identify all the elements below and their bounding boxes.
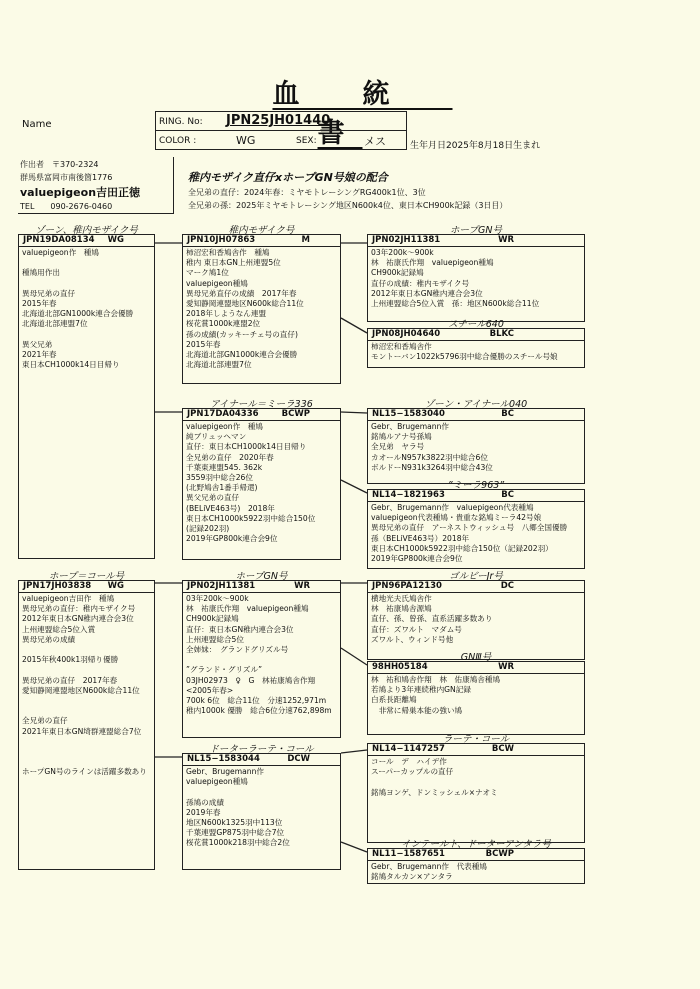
color-code: WR xyxy=(498,662,514,672)
color-code: WR xyxy=(294,581,310,591)
ring-header xyxy=(368,329,584,341)
color-code: DCW xyxy=(287,754,310,764)
pedigree-notes: 林 祐和鳩舎作翔 林 佑康鳩舎種鳩 若鳩より3年連続稚内GN記録 白系長距離鳩 非常に帰巣本能の強い鳩 xyxy=(371,675,501,715)
ring-number: JPN02JH11381 xyxy=(372,235,441,245)
caption-sss: ホープGN号 xyxy=(450,225,502,236)
caption-ssd: スチール640 xyxy=(448,319,504,330)
pedigree-notes: valuepigeon作 種鳩 純ブリュッヘマン 直仔：東日本CH1000k14日目帰り 全兄弟の直仔 2020年春 千葉東連盟545. 362k 3559羽中総合26位 (北野鳩舎1番手帰還) 異父兄弟の直仔 (BELiVE463号) 2018年 東日本CH1000k5922羽中総合150位 (記録202羽) 2019年GP800k連合会9位 xyxy=(186,422,316,544)
pedigree-box-ss xyxy=(182,234,341,384)
pedigree-box-dd xyxy=(182,753,341,870)
ring-header xyxy=(183,409,340,421)
sex-label: SEX: xyxy=(296,136,317,146)
color-code: WR xyxy=(498,235,514,245)
pedigree-notes: 横地光夫氏鳩舎作 林 祐康鳩舎源鳩 直仔、孫、曾孫、直系活躍多数あり 直仔：ズワルト マダム号 ズワルト、ウィンド号他 xyxy=(371,594,493,644)
pedigree-box-ds xyxy=(182,580,341,738)
caption-sd: アイナール＝ミーラ336 xyxy=(210,399,313,410)
ring-number: JPN10JH07863 xyxy=(187,235,256,245)
ring-number: JPN17JH03838 xyxy=(23,581,92,591)
ring-label: RING. No: xyxy=(159,117,203,127)
color-code: BC xyxy=(501,409,514,419)
ring-header xyxy=(368,409,584,421)
pedigree-notes: Gebr、Brugemann作 valuepigeon代表種鳩 valuepigeon代表種鳩・貴重な銘鳩ミーラ42号娘 異母兄弟の直仔 アーネストウィッシュ号 八郷全国優勝 孫（BELiVE463号）2018年 東日本CH1000k5922羽中総合150位（記録202羽） 2019年GP800k連合会9位 xyxy=(371,503,568,564)
ring-header xyxy=(368,662,584,674)
ring-number: NL11−1587651 xyxy=(372,849,445,859)
name-label: Name xyxy=(22,119,52,130)
color-code: BLKC xyxy=(489,329,514,339)
pedigree-notes: 柿沼宏和香鳩舎作 モントーバン1022k5796羽中総合優勝のスチール号娘 xyxy=(371,342,558,362)
ring-number: 98HH05184 xyxy=(372,662,428,672)
caption-dsd: GNⅢ号 xyxy=(460,652,492,663)
color-value: WG xyxy=(236,134,256,147)
color-code: WG xyxy=(107,235,124,245)
ring-header xyxy=(19,235,154,247)
pedigree-notes: valuepigeon吉田作 種鳩 異母兄弟の直仔：稚内モザイク号 2012年東日本GN稚内連合会3位 上州連盟総合5位入賞 異母兄弟の成績 2015年秋400k1羽帰り優勝 異母兄弟の直仔 2017年春 愛知静岡連盟地区N600k総合11位 全兄弟の直仔 2021年東日本GN埼群連盟総合7位 ホープGN号のラインは活躍多数あり xyxy=(22,594,147,777)
ring-number: JPN17DA04336 xyxy=(187,409,259,419)
ring-header xyxy=(368,235,584,247)
pedigree-box-dds xyxy=(367,743,585,843)
caption-ds: ホープGN号 xyxy=(235,571,288,582)
summary-line-2: 全兄弟の孫：2025年ミヤモトレーシング地区N600k4位、東日本CH900k記録（3日目） xyxy=(188,201,508,210)
pedigree-box-ddd xyxy=(367,848,585,884)
pedigree-notes: コール デ ハイデ作 スーパーカップルの直仔 銘鳩ヨンゲ、ドンミッシェル×ナオミ xyxy=(371,757,498,797)
caption-sds: ゾーン・アイナール040 xyxy=(424,399,528,410)
caption-dss: ゴルビーJr号 xyxy=(449,571,503,582)
ring-header xyxy=(183,235,340,247)
color-label: COLOR : xyxy=(159,136,197,146)
summary-line-1: 全兄弟の直仔：2024年春：ミヤモトレーシングRG400k1位、3位 xyxy=(188,188,426,197)
page-title: 血 統 書 xyxy=(272,79,453,149)
ring-header xyxy=(183,754,340,766)
ring-header xyxy=(183,581,340,593)
caption-sdd: ”ミーラ963” xyxy=(447,480,505,491)
pedigree-box-ssd xyxy=(367,328,585,368)
pedigree-box-sd xyxy=(182,408,341,560)
breeder-address: 群馬県富岡市南後箇1776 xyxy=(20,173,113,182)
ring-header xyxy=(368,581,584,593)
ring-number: JPN96PA12130 xyxy=(372,581,442,591)
caption-ddd: インテールト、ドーターアンタラ号 xyxy=(401,839,551,850)
caption-dd: ドーターラーテ・コール xyxy=(209,744,314,755)
pedigree-box-sdd xyxy=(367,489,585,569)
ring-number: NL15−1583044 xyxy=(187,754,260,764)
pedigree-box-dss xyxy=(367,580,585,660)
color-code: BC xyxy=(501,490,514,500)
pedigree-box-sds xyxy=(367,408,585,484)
pedigree-notes: Gebr、Brugemann作 valuepigeon種鳩 孫鳩の成績 2019年春 地区N600k1325羽中113位 千葉連盟GP875羽中総合7位 桜花賞1000k218羽中総合2位 xyxy=(186,767,290,848)
caption-sire: ゾーン、稚内モザイク号 xyxy=(35,225,138,236)
color-code: WG xyxy=(107,581,124,591)
ring-number: JPN08JH04640 xyxy=(372,329,441,339)
color-code: M xyxy=(301,235,310,245)
ring-number: NL15−1583040 xyxy=(372,409,445,419)
color-code: BCWP xyxy=(281,409,310,419)
ring-number: JPN19DA08134 xyxy=(23,235,95,245)
pedigree-box-dsd xyxy=(367,661,585,735)
breeder-name: valuepigeon吉田正徳 xyxy=(20,186,141,199)
breeder-tel: TEL 090-2676-0460 xyxy=(20,202,113,211)
caption-dds: ラーテ・コール xyxy=(442,734,510,745)
color-code: BCWP xyxy=(485,849,514,859)
ring-number: NL14−1147257 xyxy=(372,744,445,754)
pedigree-notes: Gebr、Brugemann作 銘鳩ルアナ号孫鳩 全兄弟 ヤラ号 カオールN957k3822羽中総合6位 ボルドーN931k3264羽中総合43位 xyxy=(371,422,493,472)
caption-dam: ホープ＝コール号 xyxy=(48,571,125,582)
ring-number: JPN25JH01440 xyxy=(226,113,331,128)
pedigree-notes: valuepigeon作 種鳩 種鳩用作出 異母兄弟の直仔 2015年春 北海道北部GN1000k連合会優勝 北海道北部連盟7位 異父兄弟 2021年春 東日本CH1000k14日目帰り xyxy=(22,248,134,370)
color-code: DC xyxy=(500,581,514,591)
pedigree-notes: 03年200k〜900k 林 祐康氏作翔 valuepigeon種鳩 CH900k記録鳩 直仔の成績：稚内モザイク号 2012年東日本GN稚内連合会3位 上州連盟総合5位入賞 孫：地区N600k総合11位 xyxy=(371,248,540,309)
author-label: 作出者 〒370-2324 xyxy=(20,160,99,169)
pedigree-notes: 03年200k〜900k 林 祐康氏作翔 valuepigeon種鳩 CH900k記録鳩 直仔：東日本GN稚内連合会3位 上州連盟総合5位 全姉妹： グランドグリズル号 ”グランド・グリズル” 03JH02973 ♀ G 林祐康鳩舎作翔 <2005年春> 700k 6位 総合11位 分速1252,971m 稚内1000k 優勝 総合6位分速762,898m xyxy=(186,594,332,716)
summary-headline: 稚内モザイク直仔xホープGN号娘の配合 xyxy=(188,171,388,184)
ring-header xyxy=(368,849,584,861)
ring-number: JPN02JH11381 xyxy=(187,581,256,591)
pedigree-box-sss xyxy=(367,234,585,322)
ring-header xyxy=(368,490,584,502)
pedigree-box-dam xyxy=(18,580,155,870)
ring-header xyxy=(19,581,154,593)
caption-ss: 稚内モザイク号 xyxy=(228,225,295,236)
pedigree-notes: 柿沼宏和香鳩舎作 種鳩 稚内 東日本GN上州連盟5位 マーク鳩1位 valuepigeon種鳩 異母兄弟直仔の成績 2017年春 愛知静岡連盟地区N600k総合11位 2018年しようなん連盟 桜花賞1000k連盟2位 孫の成績(カッキーチェ号の直仔) 2015年春 北海道北部GN1000k連合会優勝 北海道北部連盟7位 xyxy=(186,248,304,370)
ring-number: NL14−1821963 xyxy=(372,490,445,500)
pedigree-box-sire xyxy=(18,234,155,559)
ring-header xyxy=(368,744,584,756)
sex-value: メス xyxy=(364,135,386,148)
pedigree-notes: Gebr、Brugemann作 代表種鳩 銘鳩タルカン×アンタラ xyxy=(371,862,487,882)
birth-date: 生年月日2025年8月18日生まれ xyxy=(410,141,541,151)
color-code: BCW xyxy=(491,744,514,754)
